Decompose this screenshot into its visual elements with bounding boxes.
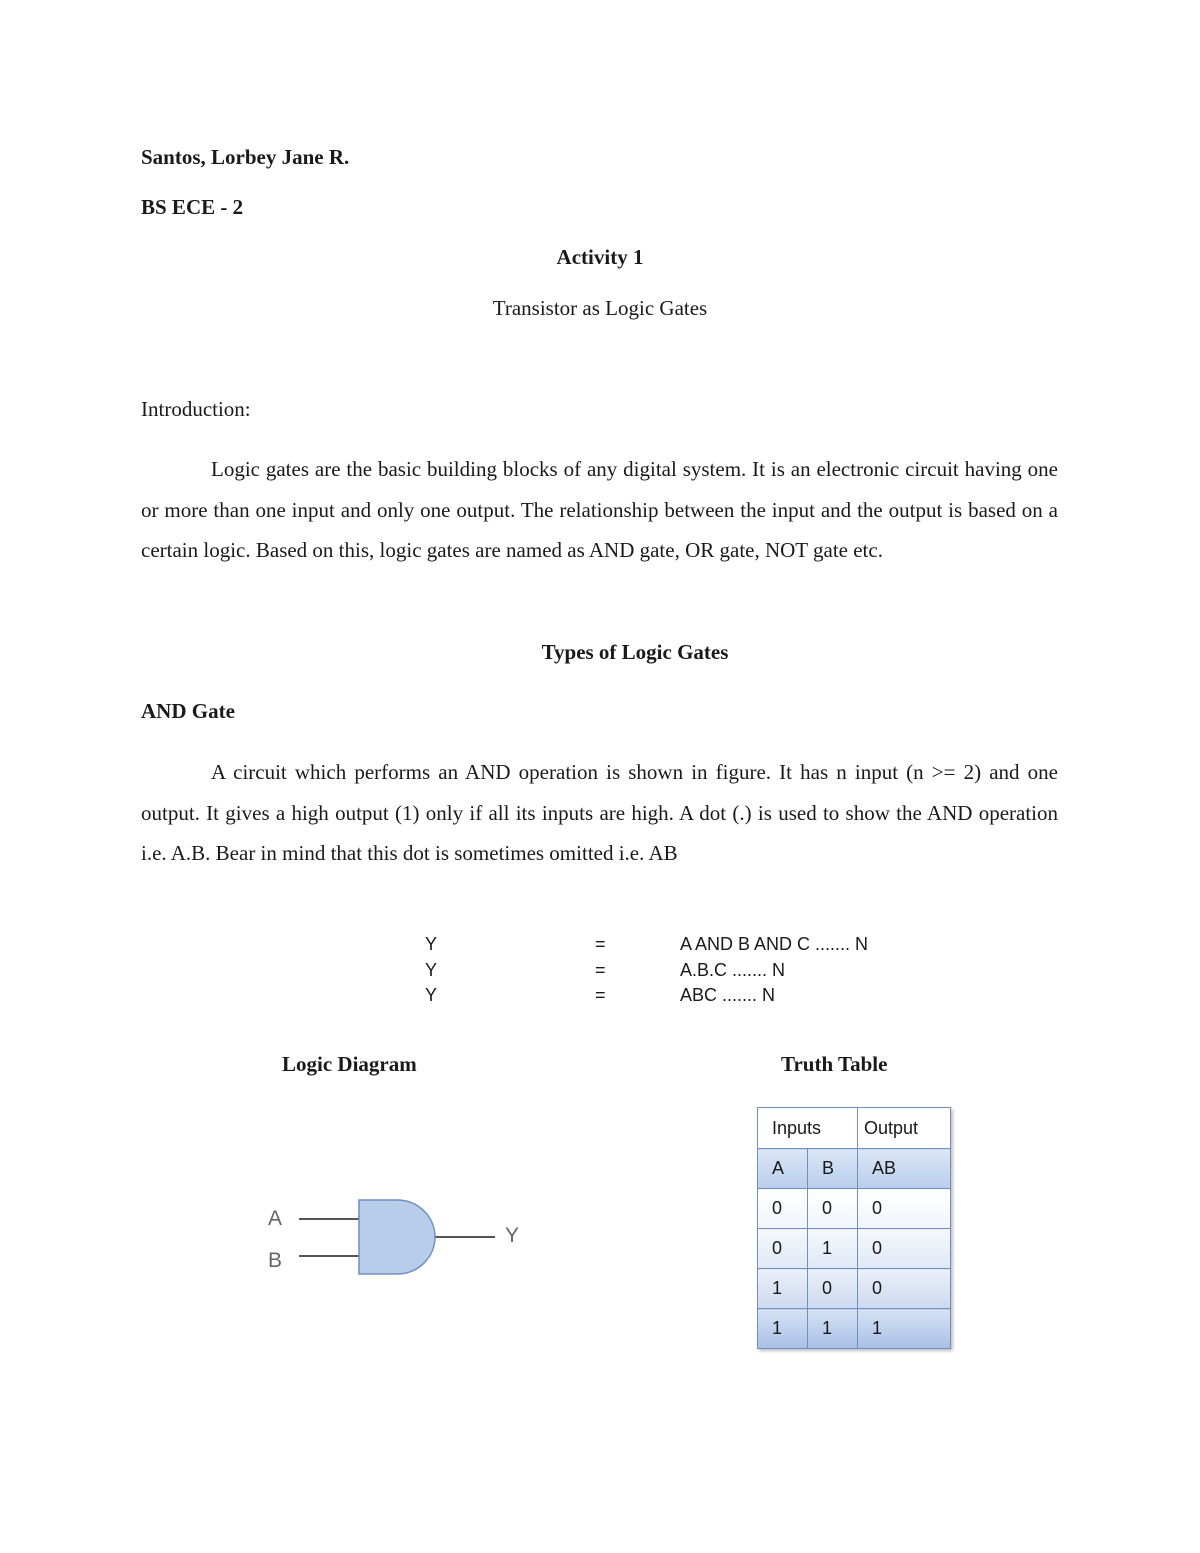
cell-ab: 1 xyxy=(858,1309,951,1349)
column-b-header: B xyxy=(808,1149,858,1189)
and-gate-paragraph xyxy=(141,752,1058,874)
equation-2-lhs: Y xyxy=(425,960,438,980)
equation-1-lhs: Y xyxy=(425,934,438,954)
output-y-label: Y xyxy=(505,1224,520,1247)
truth-table-heading: Truth Table xyxy=(781,1052,888,1076)
truth-table xyxy=(757,1107,951,1349)
cell-b: 0 xyxy=(808,1269,858,1309)
intro-paragraph xyxy=(141,449,1058,571)
input-a-label: A xyxy=(268,1207,283,1230)
cell-a: 0 xyxy=(758,1189,808,1229)
and-gate-body: A circuit which performs an AND operation is shown in figure. It has n input (n >= 2) and one output. It gives a high output (1) only if all its inputs are high. A dot (.) is used to show the AND operation i.e. A.B. Bear in mind that this dot is sometimes omitted i.e. AB xyxy=(141,760,1058,865)
and-gate-heading: AND Gate xyxy=(141,699,235,723)
equation-1-rhs: A AND B AND C ....... N xyxy=(680,934,869,954)
cell-ab: 0 xyxy=(858,1189,951,1229)
cell-ab: 0 xyxy=(858,1269,951,1309)
and-gate-symbol xyxy=(359,1200,435,1274)
output-group-header: Output xyxy=(858,1108,951,1149)
cell-b: 1 xyxy=(808,1309,858,1349)
types-heading: Types of Logic Gates xyxy=(541,640,729,664)
table-row xyxy=(758,1229,951,1269)
inputs-group-header: Inputs xyxy=(758,1108,858,1149)
equation-3-lhs: Y xyxy=(425,985,438,1005)
table-row xyxy=(758,1269,951,1309)
equation-1-op: = xyxy=(595,934,606,954)
cell-b: 1 xyxy=(808,1229,858,1269)
column-a-header: A xyxy=(758,1149,808,1189)
cell-a: 0 xyxy=(758,1229,808,1269)
cell-a: 1 xyxy=(758,1309,808,1349)
activity-subtitle: Transistor as Logic Gates xyxy=(492,296,708,320)
course-label: BS ECE - 2 xyxy=(141,195,244,219)
truth-table-group-header xyxy=(758,1108,951,1149)
column-ab-header: AB xyxy=(858,1149,951,1189)
author-name: Santos, Lorbey Jane R. xyxy=(141,145,350,169)
input-b-label: B xyxy=(268,1249,283,1272)
equation-2-rhs: A.B.C ....... N xyxy=(680,960,786,980)
and-gate-diagram xyxy=(255,1190,535,1300)
logic-diagram-heading: Logic Diagram xyxy=(282,1052,417,1076)
equation-2-op: = xyxy=(595,960,606,980)
activity-title: Activity 1 xyxy=(556,245,644,269)
cell-ab: 0 xyxy=(858,1229,951,1269)
table-row xyxy=(758,1189,951,1229)
equation-3-op: = xyxy=(595,985,606,1005)
equation-3-rhs: ABC ....... N xyxy=(680,985,776,1005)
cell-b: 0 xyxy=(808,1189,858,1229)
table-row xyxy=(758,1309,951,1349)
intro-body: Logic gates are the basic building blocks of any digital system. It is an electronic circuit having one or more than one input and only one output. The relationship between the input and the output is based on a certain logic. Based on this, logic gates are named as AND gate, OR gate, NOT gate etc. xyxy=(141,457,1058,562)
truth-table-column-header xyxy=(758,1149,951,1189)
cell-a: 1 xyxy=(758,1269,808,1309)
intro-heading: Introduction: xyxy=(141,397,251,421)
